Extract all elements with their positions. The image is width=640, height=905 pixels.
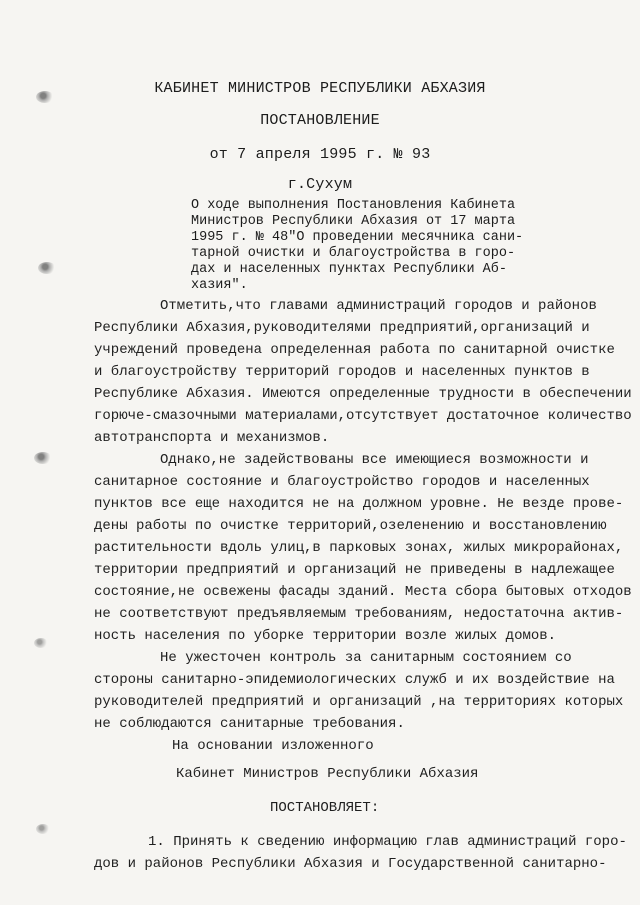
body-line: ность населения по уборке территории возле жилых домов.: [94, 628, 557, 644]
body-line: не соответствуют предъявляемым требованиям, недостаточна актив-: [94, 606, 624, 622]
punch-hole-mark: [34, 452, 52, 464]
body-line: ПОСТАНОВЛЯЕТ:: [270, 800, 380, 816]
body-line: Однако,не задействованы все имеющиеся возможности и: [160, 452, 589, 468]
punch-hole-mark: [34, 638, 48, 648]
subject-line: Министров Республики Абхазия от 17 марта: [191, 214, 516, 229]
body-line: пунктов все еще находится не на должном уровне. Не везде прове-: [94, 496, 624, 512]
body-line: учреждений проведена определенная работа по санитарной очистке: [94, 342, 615, 358]
body-line: территории предприятий и организаций не приведены в надлежащее: [94, 562, 615, 578]
subject-line: тарной очистки и благоустройства в горо-: [191, 246, 516, 261]
body-line: состояние,не освежены фасады зданий. Места сбора бытовых отходов: [94, 584, 632, 600]
body-line: горюче-смазочными материалами,отсутствует достаточное количество: [94, 408, 632, 424]
body-line: и благоустройству территорий городов и населенных пунктов в: [94, 364, 590, 380]
city: г.Сухум: [287, 176, 353, 193]
punch-hole-mark: [36, 824, 50, 834]
punch-hole-mark: [38, 262, 56, 274]
body-line: Республике Абхазия. Имеются определенные трудности в обеспечении: [94, 386, 632, 402]
body-line: 1. Принять к сведению информацию глав администраций горо-: [148, 834, 627, 850]
body-line: Республики Абхазия,руководителями предприятий,организаций и: [94, 320, 590, 336]
body-line: санитарное состояние и благоустройство городов и населенных: [94, 474, 590, 490]
body-line: стороны санитарно-эпидемиологических служб и их воздействие на: [94, 672, 615, 688]
subject-line: 1995 г. № 48"О проведении месячника сани-: [191, 230, 524, 245]
body-line: дены работы по очистке территорий,озеленению и восстановлению: [94, 518, 607, 534]
body-line: На основании изложенного: [172, 738, 374, 754]
body-line: Кабинет Министров Республики Абхазия: [176, 766, 479, 782]
subject-line: дах и населенных пунктах Республики Аб-: [191, 262, 507, 277]
body-line: Не ужесточен контроль за санитарным состоянием со: [160, 650, 572, 666]
body-line: дов и районов Республики Абхазия и Государственной санитарно-: [94, 856, 607, 872]
body-line: руководителей предприятий и организаций ,на территориях которых: [94, 694, 624, 710]
body-line: автотранспорта и механизмов.: [94, 430, 330, 446]
body-line: растительности вдоль улиц,в парковых зонах, жилых микрорайонах,: [94, 540, 624, 556]
subject-line: О ходе выполнения Постановления Кабинета: [191, 198, 516, 213]
body-line: Отметить,что главами администраций городов и районов: [160, 298, 597, 314]
document-type-title: ПОСТАНОВЛЕНИЕ: [260, 112, 380, 129]
subject-line: хазия".: [191, 278, 248, 293]
subject-block: [191, 198, 524, 294]
body-line: не соблюдаются санитарные требования.: [94, 716, 405, 732]
cabinet-title: КАБИНЕТ МИНИСТРОВ РЕСПУБЛИКИ АБХАЗИЯ: [154, 80, 486, 97]
date-and-number: от 7 апреля 1995 г. № 93: [209, 146, 431, 163]
